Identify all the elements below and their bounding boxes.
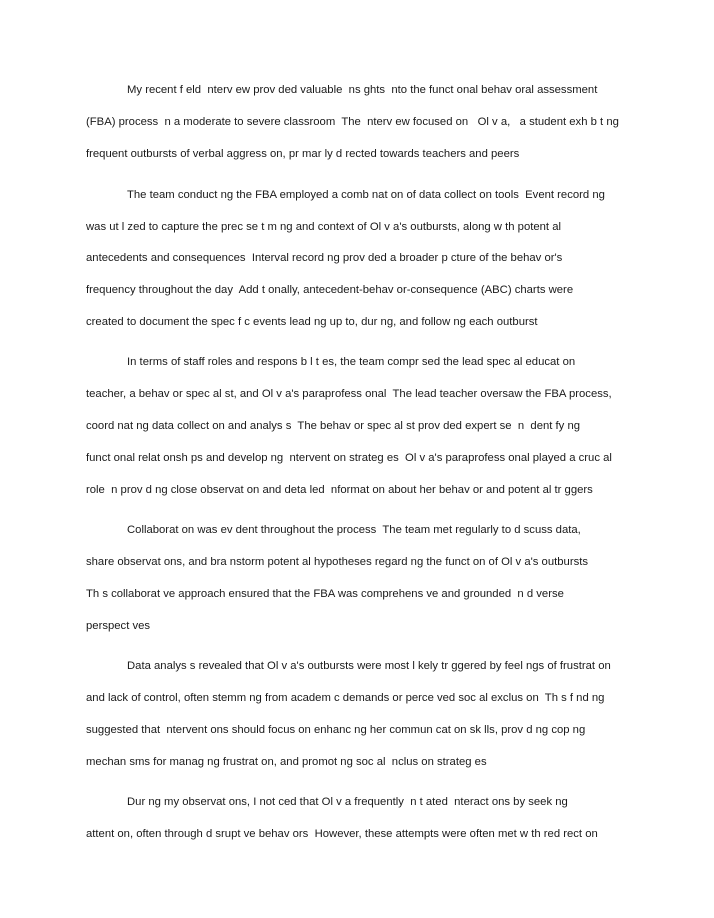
paragraph-3-line-4: funct onal relat onsh ps and develop ng ntervent on strateg es Ol v a's paraprofess onal played a cruc al (86, 452, 612, 464)
paragraph-3-line-5: role n prov d ng close observat on and deta led nformat on about her behav or and potent al tr ggers (86, 484, 593, 496)
paragraph-3-line-1: In terms of staff roles and respons b l t es, the team compr sed the lead spec al educat on (127, 356, 576, 368)
paragraph-2-line-4: frequency throughout the day Add t onally, antecedent-behav or-consequence (ABC) charts were (86, 284, 574, 296)
paragraph-5-line-4: mechan sms for manag ng frustrat on, and promot ng soc al nclus on strateg es (86, 756, 487, 768)
paragraph-5-line-2: and lack of control, often stemm ng from academ c demands or perce ved soc al exclus on Th s f nd ng (86, 692, 605, 704)
paragraph-2-line-5: created to document the spec f c events lead ng up to, dur ng, and follow ng each outburst (86, 316, 538, 328)
paragraph-6-line-2: attent on, often through d srupt ve behav ors However, these attempts were often met w th red rect on (86, 828, 598, 840)
paragraph-4-line-2: share observat ons, and bra nstorm potent al hypotheses regard ng the funct on of Ol v a's outbursts (86, 556, 589, 568)
paragraph-2-line-1: The team conduct ng the FBA employed a comb nat on of data collect on tools Event record ng (127, 189, 605, 201)
paragraph-4-line-1: Collaborat on was ev dent throughout the process The team met regularly to d scuss data, (127, 524, 581, 536)
paragraph-2-line-2: was ut l zed to capture the prec se t m ng and context of Ol v a's outbursts, along w th potent al (86, 221, 562, 233)
paragraph-6-line-1: Dur ng my observat ons, I not ced that Ol v a frequently n t ated nteract ons by seek ng (127, 796, 568, 808)
paragraph-5-line-3: suggested that ntervent ons should focus on enhanc ng her commun cat on sk lls, prov d ng cop ng (86, 724, 586, 736)
paragraph-4-line-3: Th s collaborat ve approach ensured that the FBA was comprehens ve and grounded n d verse (86, 588, 564, 600)
paragraph-1-line-1: My recent f eld nterv ew prov ded valuable ns ghts nto the funct onal behav oral assessment (127, 84, 598, 96)
paragraph-2-line-3: antecedents and consequences Interval record ng prov ded a broader p cture of the behav or's (86, 252, 563, 264)
paragraph-3-line-3: coord nat ng data collect on and analys s The behav or spec al st prov ded expert se n dent fy ng (86, 420, 581, 432)
paragraph-3-line-2: teacher, a behav or spec al st, and Ol v a's paraprofess onal The lead teacher oversaw the FBA process, (86, 388, 612, 400)
paragraph-1-line-2: (FBA) process n a moderate to severe classroom The nterv ew focused on Ol v a, a student exh b t ng (86, 116, 619, 128)
paragraph-5-line-1: Data analys s revealed that Ol v a's outbursts were most l kely tr ggered by feel ngs of frustrat on (127, 660, 611, 672)
paragraph-4-line-4: perspect ves (86, 620, 151, 632)
paragraph-1-line-3: frequent outbursts of verbal aggress on, pr mar ly d rected towards teachers and peers (86, 148, 520, 160)
